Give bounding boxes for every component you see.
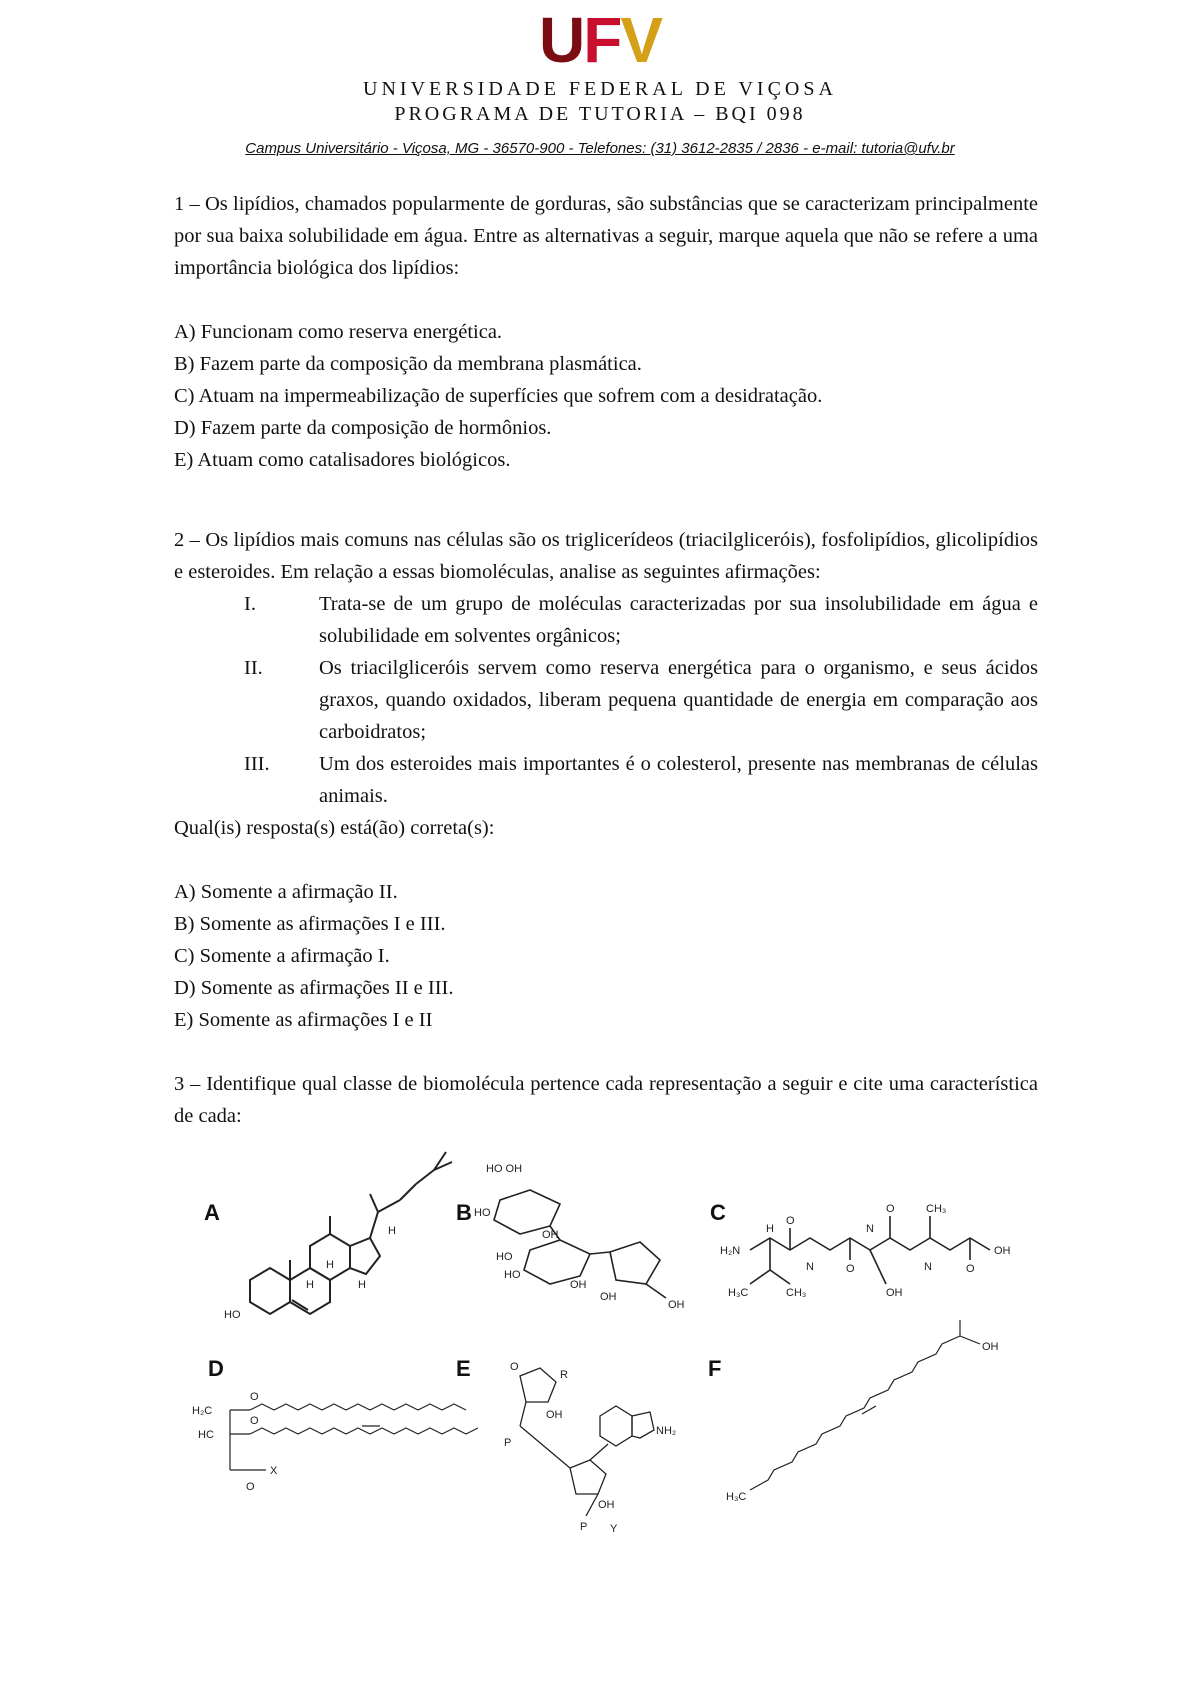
svg-text:O: O <box>246 1481 255 1493</box>
svg-text:H: H <box>358 1279 366 1291</box>
svg-text:O: O <box>886 1203 895 1215</box>
svg-text:N: N <box>866 1223 874 1235</box>
svg-text:OH: OH <box>994 1245 1011 1257</box>
svg-text:OH: OH <box>600 1291 617 1303</box>
svg-text:OH: OH <box>886 1287 903 1299</box>
svg-text:P: P <box>580 1521 588 1533</box>
figure-label-d: D <box>208 1356 224 1381</box>
letterhead <box>0 4 1200 157</box>
svg-text:NH₂: NH₂ <box>656 1425 677 1437</box>
svg-text:N: N <box>806 1261 814 1273</box>
svg-text:O: O <box>250 1415 259 1427</box>
statement-1: I. Trata-se de um grupo de moléculas caracterizadas por sua insolubilidade em água e solubilidade em solventes orgânicos; <box>244 593 1038 647</box>
q2-option-c: C) Somente a afirmação I. <box>174 945 390 967</box>
svg-text:X: X <box>270 1465 278 1477</box>
q2-option-d: D) Somente as afirmações II e III. <box>174 977 454 999</box>
svg-text:OH: OH <box>546 1409 563 1421</box>
svg-text:CH₃: CH₃ <box>926 1203 947 1215</box>
molecule-figures <box>180 1160 1060 1580</box>
svg-text:H₂N: H₂N <box>720 1245 741 1257</box>
figure-a-cholesterol <box>220 1150 450 1321</box>
svg-text:N: N <box>924 1261 932 1273</box>
question-2-prompt: Qual(is) resposta(s) está(ão) correta(s): <box>174 817 495 839</box>
svg-text:H: H <box>306 1279 314 1291</box>
figure-d-phospholipid <box>190 1380 490 1510</box>
figure-label-c: C <box>710 1200 726 1225</box>
figure-f-fatty-acid <box>726 1330 1060 1510</box>
figure-label-f: F <box>708 1356 722 1381</box>
question-2-stem: 2 – Os lipídios mais comuns nas células são os triglicerídeos (triacilgliceróis), fosfolipídios, glicolipídios e esteroides. Em relação a essas biomoléculas, analise as seguintes afirmações: <box>174 529 1038 583</box>
svg-text:O: O <box>510 1361 519 1373</box>
figure-label-e: E <box>456 1356 471 1381</box>
document-body <box>174 188 1038 1132</box>
q1-option-d: D) Fazem parte da composição de hormônios. <box>174 417 552 439</box>
svg-text:H: H <box>388 1225 396 1237</box>
svg-text:HC: HC <box>198 1429 214 1441</box>
svg-text:HO: HO <box>474 1207 491 1219</box>
svg-text:H₃C: H₃C <box>728 1287 749 1299</box>
question-1-stem: 1 – Os lipídios, chamados popularmente de gorduras, são substâncias que se caracterizam principalmente por sua baixa solubilidade em água. Entre as alternativas a seguir, marque aquela que não se refere a uma importância biológica dos lipídios: <box>174 193 1038 279</box>
program-name: PROGRAMA DE TUTORIA – BQI 098 <box>394 103 806 125</box>
svg-text:P: P <box>504 1437 512 1449</box>
q2-option-a: A) Somente a afirmação II. <box>174 881 398 903</box>
svg-text:OH: OH <box>668 1299 685 1311</box>
svg-text:OH: OH <box>570 1279 587 1291</box>
question-3-stem: 3 – Identifique qual classe de biomolécula pertence cada representação a seguir e cite uma característica de cada: <box>174 1073 1038 1127</box>
svg-text:O: O <box>846 1263 855 1275</box>
figure-label-a: A <box>204 1200 220 1225</box>
q2-option-e: E) Somente as afirmações I e II <box>174 1009 433 1031</box>
svg-text:CH₃: CH₃ <box>786 1287 807 1299</box>
svg-text:HO: HO <box>224 1309 241 1321</box>
university-name: UNIVERSIDADE FEDERAL DE VIÇOSA <box>363 78 837 100</box>
q1-option-c: C) Atuam na impermeabilização de superfícies que sofrem com a desidratação. <box>174 385 823 407</box>
q1-option-e: E) Atuam como catalisadores biológicos. <box>174 449 511 471</box>
svg-text:H: H <box>766 1223 774 1235</box>
q2-option-b: B) Somente as afirmações I e III. <box>174 913 446 935</box>
svg-text:O: O <box>966 1263 975 1275</box>
svg-text:OH: OH <box>542 1229 559 1241</box>
svg-text:R: R <box>560 1369 568 1381</box>
svg-text:O: O <box>250 1391 259 1403</box>
svg-text:HO: HO <box>496 1251 513 1263</box>
ufv-logo: UFV <box>539 4 661 76</box>
figure-label-b: B <box>456 1200 472 1225</box>
figure-c-peptide <box>720 1180 1040 1320</box>
q1-option-b: B) Fazem parte da composição da membrana plasmática. <box>174 353 642 375</box>
svg-text:HO OH: HO OH <box>486 1163 523 1175</box>
svg-text:H₂C: H₂C <box>192 1405 213 1417</box>
q1-option-a: A) Funcionam como reserva energética. <box>174 321 503 343</box>
statement-2: II. Os triacilgliceróis servem como reserva energética para o organismo, e seus ácidos graxos, quando oxidados, liberam pequena quantidade de energia em comparação aos carboidratos; <box>244 657 1038 743</box>
svg-text:H: H <box>326 1259 334 1271</box>
svg-text:HO: HO <box>504 1269 521 1281</box>
svg-text:H₃C: H₃C <box>726 1491 747 1503</box>
svg-text:OH: OH <box>598 1499 615 1511</box>
figure-b-carbohydrate <box>474 1160 700 1311</box>
contact-line: Campus Universitário - Viçosa, MG - 36570-900 - Telefones: (31) 3612-2835 / 2836 - e-mail: tutoria@ufv.br <box>245 140 955 157</box>
svg-text:Y: Y <box>610 1523 618 1535</box>
figure-e-nucleotide <box>490 1356 680 1536</box>
statement-3: III. Um dos esteroides mais importantes é o colesterol, presente nas membranas de células animais. <box>244 753 1038 807</box>
svg-text:O: O <box>786 1215 795 1227</box>
svg-text:OH: OH <box>982 1341 999 1353</box>
